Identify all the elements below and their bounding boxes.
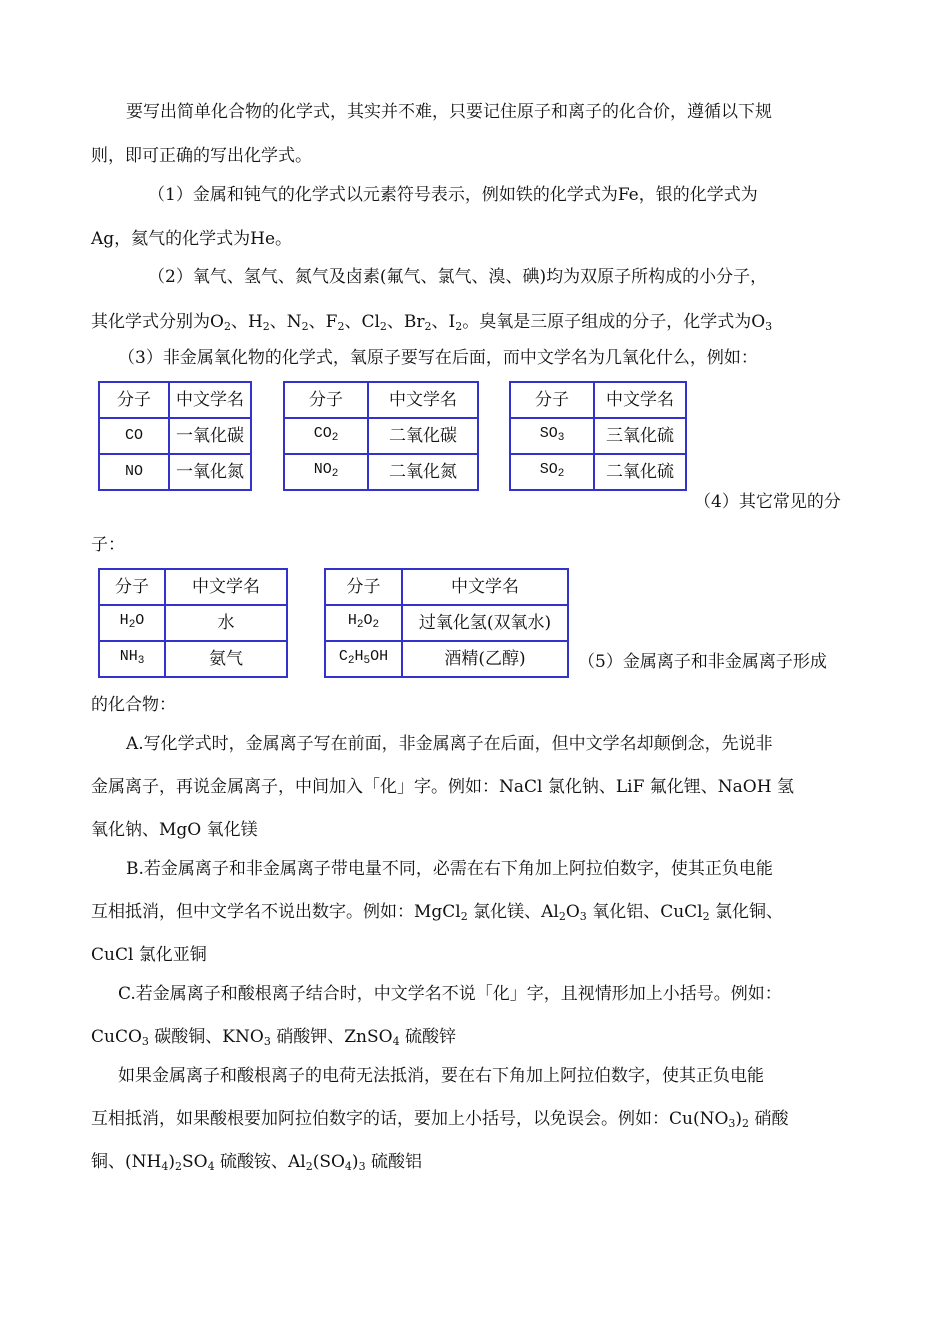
rule5-c-line-1: C.若金属离子和酸根离子结合时，中文学名不说「化」字，且视情形加上小括号。例如： xyxy=(118,984,782,1004)
name-cell: 酒精(乙醇) xyxy=(402,641,568,677)
name-cell: 水 xyxy=(165,605,287,641)
table-row xyxy=(99,569,287,605)
oxide-table-a xyxy=(98,381,252,491)
formula-cell: $H_2O_2$ xyxy=(325,605,402,641)
table-row xyxy=(99,418,251,454)
rule4-line-2: 子： xyxy=(91,535,125,555)
name-cell: 一氧化碳 xyxy=(169,418,251,454)
name-cell: 二氧化氮 xyxy=(368,454,478,490)
name-cell: 一氧化氮 xyxy=(169,454,251,490)
formula-cell: $C_2H_5OH$ xyxy=(325,641,402,677)
header-formula: 分子 xyxy=(99,569,165,605)
rule5-a-line-3: 氧化钠、MgO 氧化镁 xyxy=(91,820,258,840)
rule5-line-2: 的化合物： xyxy=(91,695,176,715)
formula-cell: $SO_3$ xyxy=(510,418,594,454)
rule4-line-1: （4）其它常见的分 xyxy=(694,492,841,512)
header-name: 中文学名 xyxy=(169,382,251,418)
name-cell: 过氧化氢(双氧水) xyxy=(402,605,568,641)
molecule-table-a xyxy=(98,568,288,678)
rule1-line-1: （1）金属和钝气的化学式以元素符号表示，例如铁的化学式为Fe，银的化学式为 xyxy=(148,185,758,205)
formula-cell: $NO_2$ xyxy=(284,454,368,490)
name-cell: 二氧化碳 xyxy=(368,418,478,454)
name-cell: 三氧化硫 xyxy=(594,418,686,454)
header-formula: 分子 xyxy=(510,382,594,418)
name-cell: 二氧化硫 xyxy=(594,454,686,490)
table-row xyxy=(510,382,686,418)
table-row xyxy=(284,454,478,490)
intro-line-1: 要写出简单化合物的化学式，其实并不难，只要记住原子和离子的化合价，遵循以下规 xyxy=(126,102,772,122)
formula-cell: $H_2O$ xyxy=(99,605,165,641)
header-name: 中文学名 xyxy=(165,569,287,605)
formula-cell: $SO_2$ xyxy=(510,454,594,490)
formula-cell: NO xyxy=(99,454,169,490)
oxide-table-c xyxy=(509,381,687,491)
molecule-table-b xyxy=(324,568,569,678)
table-row xyxy=(99,382,251,418)
formula-cell: CO xyxy=(99,418,169,454)
closing-line-3: 铜、$(NH_4)_2SO_4$ 硫酸铵、$Al_2(SO_4)_3$ 硫酸铝 xyxy=(91,1152,422,1173)
formula-cell: $NH_3$ xyxy=(99,641,165,677)
closing-line-2: 互相抵消，如果酸根要加阿拉伯数字的话，要加上小括号，以免误会。例如：$Cu(NO_3)_2$ 硝酸 xyxy=(91,1109,789,1130)
oxide-table-b xyxy=(283,381,479,491)
intro-line-2: 则，即可正确的写出化学式。 xyxy=(91,146,312,166)
formula-cell: $CO_2$ xyxy=(284,418,368,454)
rule3-line-1: （3）非金属氧化物的化学式，氧原子要写在后面，而中文学名为几氧化什么，例如： xyxy=(118,348,758,368)
table-row xyxy=(510,418,686,454)
rule5-b-line-3: CuCl 氯化亚铜 xyxy=(91,945,207,965)
table-row xyxy=(284,418,478,454)
header-formula: 分子 xyxy=(99,382,169,418)
rule5-b-line-2: 互相抵消，但中文学名不说出数字。例如：MgCl$_2$ 氯化镁、$Al_2O_3$ 氧化铝、CuCl$_2$ 氯化铜、 xyxy=(91,902,784,923)
rule5-line-1: （5）金属离子和非金属离子形成 xyxy=(578,652,827,672)
rule5-c-line-2: CuCO$_3$ 碳酸铜、$KNO_3$ 硝酸钾、ZnSO$_4$ 硫酸锌 xyxy=(91,1027,456,1048)
rule2-line-1: （2）氧气、氢气、氮气及卤素(氟气、氯气、溴、碘)均为双原子所构成的小分子， xyxy=(148,267,768,287)
header-name: 中文学名 xyxy=(402,569,568,605)
header-formula: 分子 xyxy=(325,569,402,605)
rule1-line-2: Ag，氦气的化学式为He。 xyxy=(91,229,293,249)
table-row xyxy=(510,454,686,490)
header-formula: 分子 xyxy=(284,382,368,418)
rule5-b-line-1: B.若金属离子和非金属离子带电量不同，必需在右下角加上阿拉伯数字，使其正负电能 xyxy=(126,859,773,879)
table-row xyxy=(325,605,568,641)
rule5-a-line-2: 金属离子，再说金属离子，中间加入「化」字。例如：NaCl 氯化钠、LiF 氟化锂、NaOH 氢 xyxy=(91,777,794,797)
closing-line-1: 如果金属离子和酸根离子的电荷无法抵消，要在右下角加上阿拉伯数字，使其正负电能 xyxy=(118,1066,764,1086)
table-row xyxy=(284,382,478,418)
header-name: 中文学名 xyxy=(594,382,686,418)
name-cell: 氨气 xyxy=(165,641,287,677)
table-row xyxy=(99,641,287,677)
table-row xyxy=(99,605,287,641)
table-row xyxy=(325,641,568,677)
header-name: 中文学名 xyxy=(368,382,478,418)
rule2-line-2: 其化学式分别为$O_2$、$H_2$、$N_2$、$F_2$、$Cl_2$、$Br_2$、$I_2$。臭氧是三原子组成的分子，化学式为$O_3$ xyxy=(91,312,773,333)
rule5-a-line-1: A.写化学式时，金属离子写在前面，非金属离子在后面，但中文学名却颠倒念，先说非 xyxy=(126,734,773,754)
table-row xyxy=(99,454,251,490)
table-row xyxy=(325,569,568,605)
